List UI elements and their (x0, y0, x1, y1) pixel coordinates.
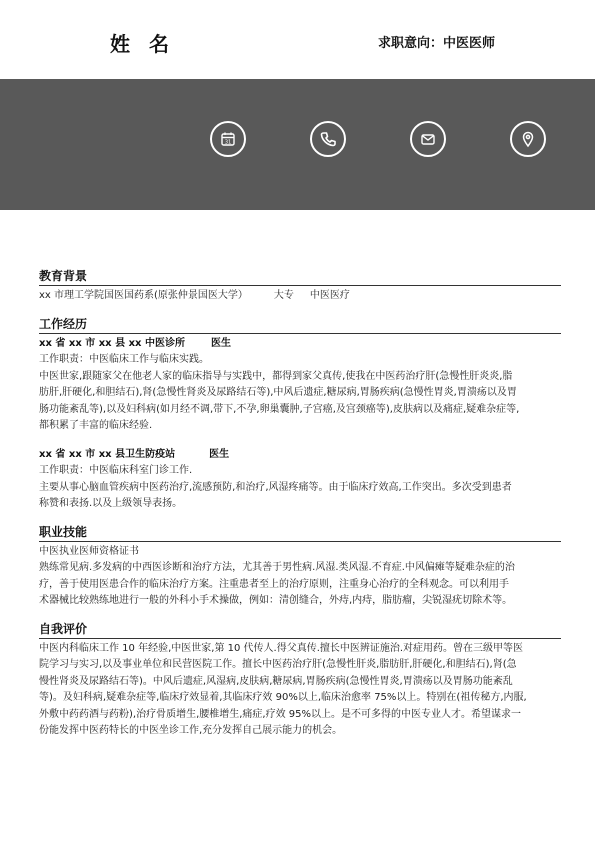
skills-line: 熟练常见病.多发病的中西医诊断和治疗方法，尤其善于男性病.风湿.类风湿.不育症.中风偏瘫等疑难杂症的治 (39, 562, 515, 573)
job-entry (39, 336, 561, 435)
header-name: 姓 名 (110, 32, 175, 56)
self-eval-line: 外敷中药药酒与药粉),治疗骨质增生,腰椎增生,痛症,疗效 95%以上。是不可多得的中医专业人才。希望谋求一 (39, 708, 522, 720)
job-intent: 求职意向：中医医师 (378, 36, 496, 51)
education-major: 中医医疗 (309, 290, 350, 301)
self-eval-line: 中医内科临床工作 10 年经验,中医世家,第 10 代传人.得父真传.擅长中医辨证施治.对症用药。曾在三级甲等医 (39, 642, 524, 654)
skills-line: 中医执业医师资格证书 (39, 545, 139, 557)
job-line: 都积累了丰富的临床经验. (39, 420, 153, 431)
self-eval-line: 等)。及妇科病,疑难杂症等,临床疗效显着,其临床疗效 90%以上,临床治愈率 75%以上。特别在(祖传秘方,内服, (39, 692, 527, 703)
email-icon[interactable] (410, 121, 446, 157)
contact-band (0, 79, 595, 210)
resume-content (39, 268, 561, 751)
job-entry (39, 447, 561, 513)
self-eval-title: 自我评价 (39, 621, 88, 636)
education-divider (39, 285, 561, 286)
job-role: 医生 (209, 448, 230, 460)
skills-line: 疗，善于使用医患合作的临床治疗方案。注重患者至上的治疗原则，注重身心治疗的全科观念。可以利用手 (39, 578, 509, 590)
calendar-icon[interactable] (210, 121, 246, 157)
job-line: 主要从事心脑血管疾病中医药治疗,流感预防,和治疗,风湿疼痛等。由于临床疗效高,工作突出。多次受到患者 (39, 481, 512, 493)
job-line: 肠功能紊乱等),以及妇科病(如月经不调,带下,不孕,卵巢囊肿,子宫癌,及宫颈癌等),皮肤病以及痛症,疑难杂症等, (39, 403, 520, 415)
work-title: 工作经历 (39, 316, 88, 331)
job-line: 工作职责：中医临床工作与临床实践。 (39, 354, 209, 365)
self-eval-line: 院学习与实习,以及事业单位和民营医院工作。擅长中医药治疗肝(急慢性肝炎,脂肪肝,肝硬化,和胆结石),肾(急 (39, 659, 517, 670)
education-row (39, 288, 561, 305)
work-section (39, 316, 561, 513)
skills-divider (39, 541, 561, 542)
self-eval-line: 慢性肾炎及尿路结石等)。中风后遗症,风湿病,皮肤病,糖尿病,胃肠疾病(急慢性胃炎,胃溃疡以及胃肠功能紊乱 (39, 675, 513, 687)
location-icon[interactable] (510, 121, 546, 157)
job-header (39, 447, 561, 464)
skills-line: 术器械比较熟练地进行一般的外科小手术操做，例如：清创缝合，外痔,内痔，脂肪瘤，尖锐湿疣切除术等。 (39, 595, 513, 606)
education-degree: 大专 (273, 290, 294, 301)
job-line: 工作职责：中医临床科室门诊工作. (39, 465, 193, 476)
education-title: 教育背景 (39, 269, 88, 283)
self-eval-section (39, 621, 561, 740)
work-divider (39, 333, 561, 334)
job-org: xx 省 xx 市 xx 县 xx 中医诊所 (39, 337, 185, 349)
self-eval-divider (39, 638, 561, 639)
job-role: 医生 (210, 337, 231, 349)
job-line: 中医世家,跟随家父在他老人家的临床指导与实践中，都得到家父真传,使我在中医药治疗肝(急慢性肝炎炎,脂 (39, 370, 513, 382)
phone-icon[interactable] (310, 121, 346, 157)
education-section (39, 268, 561, 305)
job-header (39, 336, 561, 353)
education-school: xx 市理工学院国医国药系(原张仲景国医大学） (39, 290, 248, 301)
skills-section (39, 524, 561, 610)
job-line: 称赞和表扬.以及上级领导表扬。 (39, 498, 183, 509)
job-line: 肪肝,肝硬化,和胆结石),肾(急慢性肾炎及尿路结石等),中风后遗症,糖尿病,胃肠疾病(急慢性胃炎,胃溃疡以及胃 (39, 387, 517, 398)
svg-text:31: 31 (224, 139, 232, 146)
job-org: xx 省 xx 市 xx 县卫生防疫站 (39, 448, 176, 460)
skills-title: 职业技能 (39, 524, 88, 539)
self-eval-line: 份能发挥中医药特长的中医坐诊工作,充分发挥自己展示能力的机会。 (39, 725, 343, 736)
